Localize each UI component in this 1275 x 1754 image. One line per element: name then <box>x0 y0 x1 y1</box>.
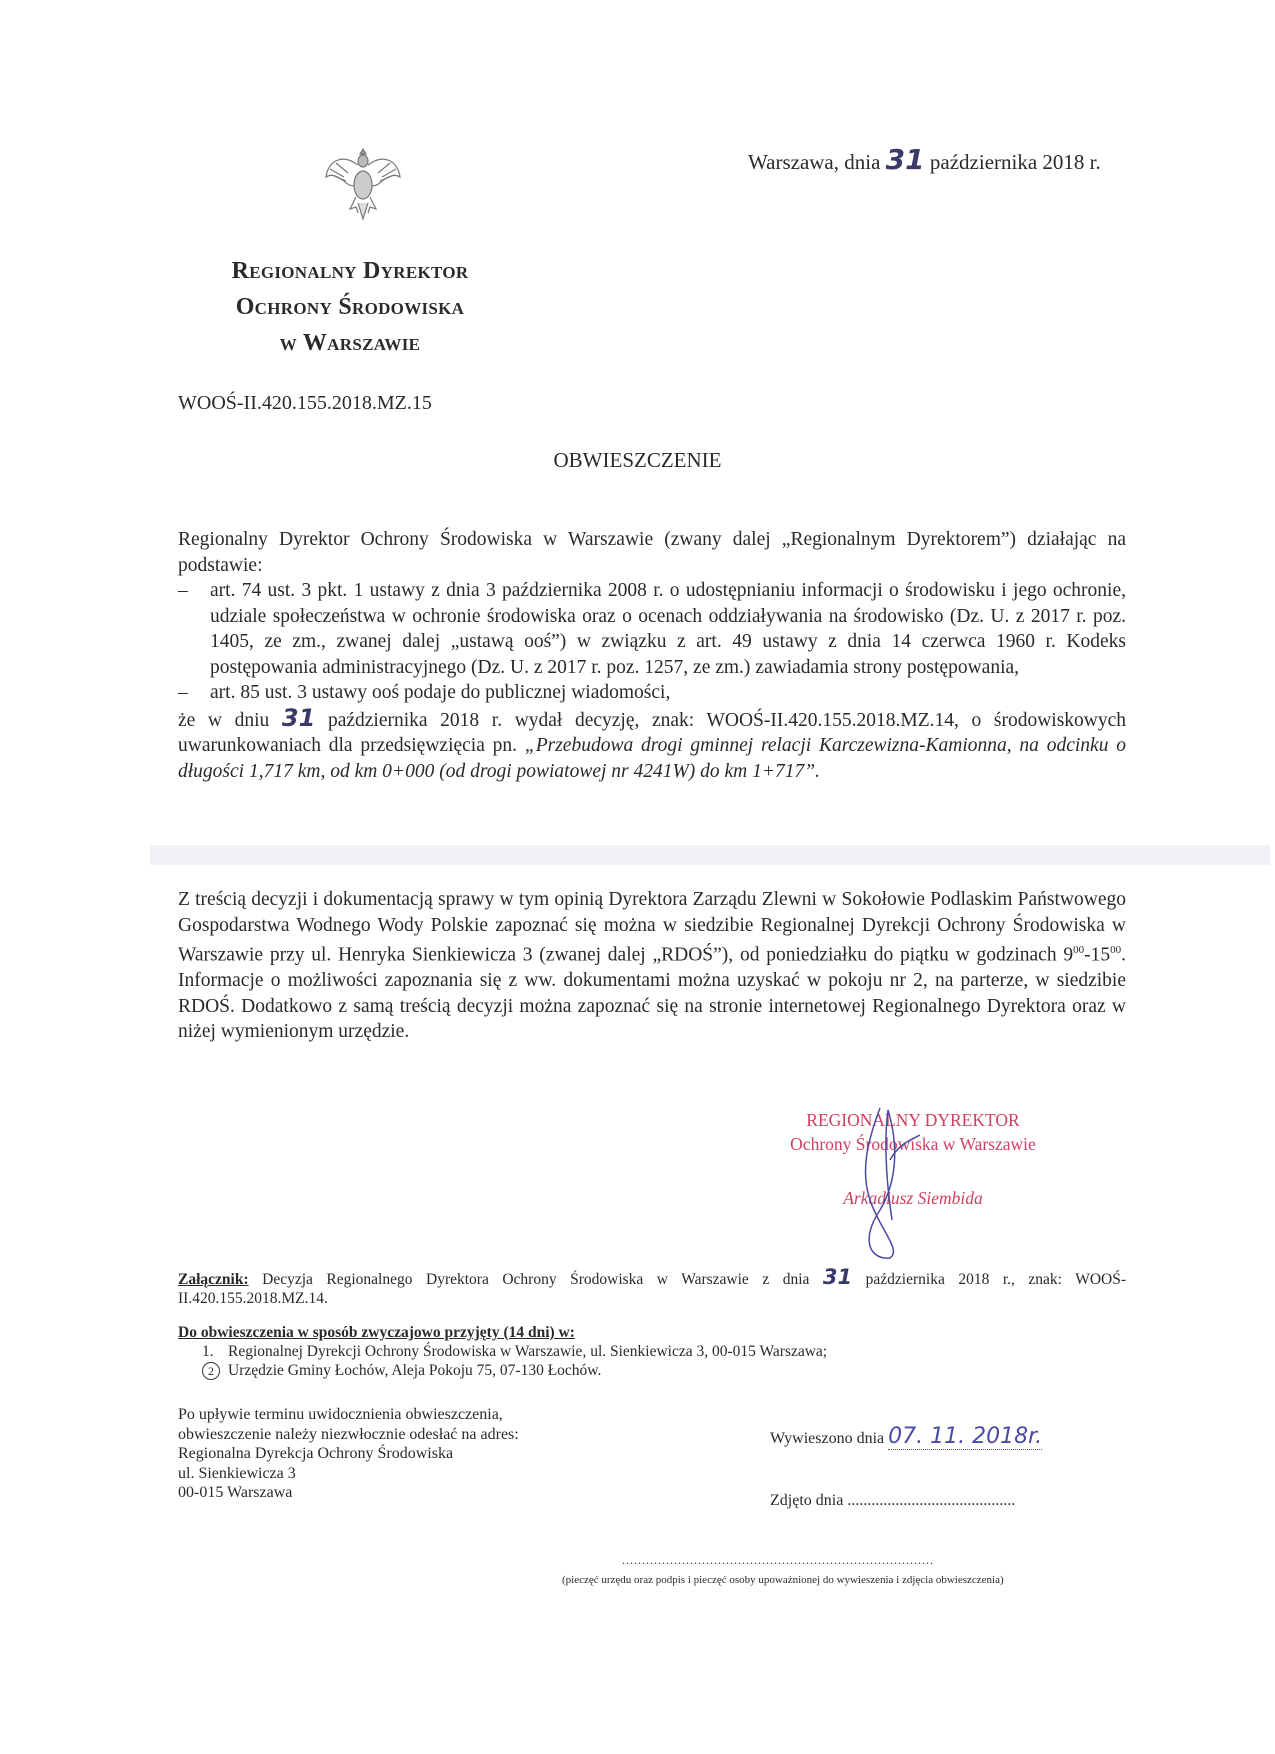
item-number: 1. <box>202 1343 214 1360</box>
removed-label: Zdjęto dnia <box>770 1492 844 1509</box>
removed-date-field <box>770 1492 1015 1510</box>
organization-heading <box>150 253 550 361</box>
bullet-text: art. 74 ust. 3 pkt. 1 ustawy z dnia 3 października 2008 r. o udostępnianiu informacji o środowisku i jego ochronie, udziale społeczeństwa w ochronie środowiska oraz o ocenach oddziaływania na środowisko (Dz. U. z 2017 r. poz. 1405, ze zm., zwanej dalej „ustawą ooś”) w związku z art. 49 ustawy z dnia 14 czerwca 1960 r. Kodeks postępowania administracyjnego (Dz. U. z 2017 r. poz. 1257, ze zm.) zawiadamia strony postępowania, <box>210 580 1126 678</box>
hour-end-minutes: 00 <box>1110 944 1122 956</box>
legal-basis-section <box>178 527 1126 784</box>
document-date <box>748 143 1101 176</box>
org-line-1: Regionalny Dyrektor <box>231 258 469 284</box>
access-paragraph <box>178 887 1126 1045</box>
return-line: 00-015 Warszawa <box>178 1484 293 1501</box>
bullet-dash: – <box>178 580 188 601</box>
signature-caption: (pieczęć urzędu oraz podpis i pieczęć osoby upoważnionej do wywieszenia i zdjęcia obwieszczenia) <box>562 1574 1004 1586</box>
stamp-line-1: REGIONALNY DYREKTOR <box>806 1110 1020 1130</box>
item-text: Urzędzie Gminy Łochów, Aleja Pokoju 75, 07-130 Łochów. <box>228 1362 602 1379</box>
handwritten-signature-icon <box>840 1100 930 1260</box>
stamp-name: Arkadiusz Siembida <box>843 1188 983 1208</box>
attachment-text-after: października 2018 r., znak: WOOŚ-II.420.155.2018.MZ.14. <box>178 1271 1126 1307</box>
posted-date-field <box>770 1424 1042 1449</box>
decision-day-handwritten: 31 <box>281 703 316 732</box>
return-line: obwieszczenie należy niezwłocznie odesłać na adres: <box>178 1425 519 1443</box>
date-prefix: Warszawa, dnia <box>748 150 881 174</box>
signature-dotted-line: .............................................................................. <box>622 1553 934 1567</box>
posted-label: Wywieszono dnia <box>770 1430 885 1447</box>
decision-prefix: że w dniu <box>178 709 270 731</box>
access-text-2: . Informacje o możliwości zapoznania się z ww. dokumentami można uzyskać w pokoju nr 2, na parterze, w siedzibie RDOŚ. Dodatkowo z samą treścią decyzji można zapoznać się na stronie internetowej Regionalnego Dyrektora oraz w niżej wymienionym urzędzie. <box>178 944 1126 1042</box>
attachment-note <box>178 1265 1126 1308</box>
access-text-1: Z treścią decyzji i dokumentacją sprawy w tym opinią Dyrektora Zarządu Zlewni w Sokołowie Podlaskim Państwowego Gospodarstwa Wodnego Wody Polskie zapoznać się można w siedzibie Regionalnej Dyrekcji Ochrony Środowiska w Warszawie przy ul. Henryka Sienkiewicza 3 (zwanej dalej „RDOŚ”), od poniedziałku do piątku w godzinach 9 <box>178 889 1126 966</box>
removed-value: .......................................... <box>847 1492 1016 1509</box>
return-line: Po upływie terminu uwidocznienia obwieszczenia, <box>178 1406 503 1423</box>
scan-artifact <box>150 845 1270 865</box>
org-line-3: w Warszawie <box>279 330 421 356</box>
distribution-item <box>178 1361 827 1380</box>
return-line: Regionalna Dyrekcja Ochrony Środowiska <box>178 1445 454 1462</box>
return-line: ul. Sienkiewicza 3 <box>178 1464 296 1482</box>
attachment-label: Załącznik: <box>178 1271 249 1288</box>
project-name: „Przebudowa drogi gminnej relacji Karczewizna-Kamionna, na odcinku o długości 1,717 km, od km 0+000 (od drogi powiatowej nr 4241W) do km 1+717”. <box>178 735 1127 782</box>
circled-number: 2 <box>202 1362 220 1380</box>
intro-text: Regionalny Dyrektor Ochrony Środowiska w Warszawie (zwany dalej „Regionalnym Dyrektorem”) działając na podstawie: <box>178 529 1126 576</box>
decision-middle: października 2018 r. wydał decyzję, znak: WOOŚ-II.420.155.2018.MZ.14, o środowiskowych uwarunkowaniach dla przedsięwzięcia pn. <box>178 709 1127 756</box>
legal-basis-item <box>178 680 1126 706</box>
hour-start-minutes: 00 <box>1073 944 1085 956</box>
posted-value-handwritten: 07. 11. 2018r. <box>888 1424 1043 1449</box>
attachment-day-handwritten: 31 <box>822 1265 853 1289</box>
legal-basis-item <box>178 578 1126 680</box>
date-day-handwritten: 31 <box>885 143 925 176</box>
return-address-note <box>178 1405 519 1503</box>
hour-end: -15 <box>1084 944 1111 966</box>
item-number-circled <box>202 1361 228 1380</box>
org-line-2: Ochrony Środowiska <box>235 294 465 320</box>
bullet-text: art. 85 ust. 3 ustawy ooś podaje do publicznej wiadomości, <box>210 682 671 703</box>
attachment-text-before: Decyzja Regionalnego Dyrektora Ochrony Środowiska w Warszawie z dnia <box>248 1271 810 1288</box>
decision-statement <box>178 703 1127 785</box>
reference-number: WOOŚ-II.420.155.2018.MZ.15 <box>178 392 432 414</box>
document-title: OBWIESZCZENIE <box>553 448 722 472</box>
bullet-dash: – <box>178 682 188 703</box>
stamp-line-2: Ochrony Środowiska w Warszawie <box>790 1134 1036 1154</box>
date-suffix: października 2018 r. <box>929 150 1101 174</box>
polish-eagle-emblem-icon <box>322 143 404 223</box>
distribution-item <box>178 1342 827 1361</box>
distribution-list <box>178 1323 827 1380</box>
item-text: Regionalnej Dyrekcji Ochrony Środowiska w Warszawie, ul. Sienkiewicza 3, 00-015 Warszawa; <box>228 1343 828 1360</box>
distribution-header: Do obwieszczenia w sposób zwyczajowo przyjęty (14 dni) w: <box>178 1324 575 1341</box>
